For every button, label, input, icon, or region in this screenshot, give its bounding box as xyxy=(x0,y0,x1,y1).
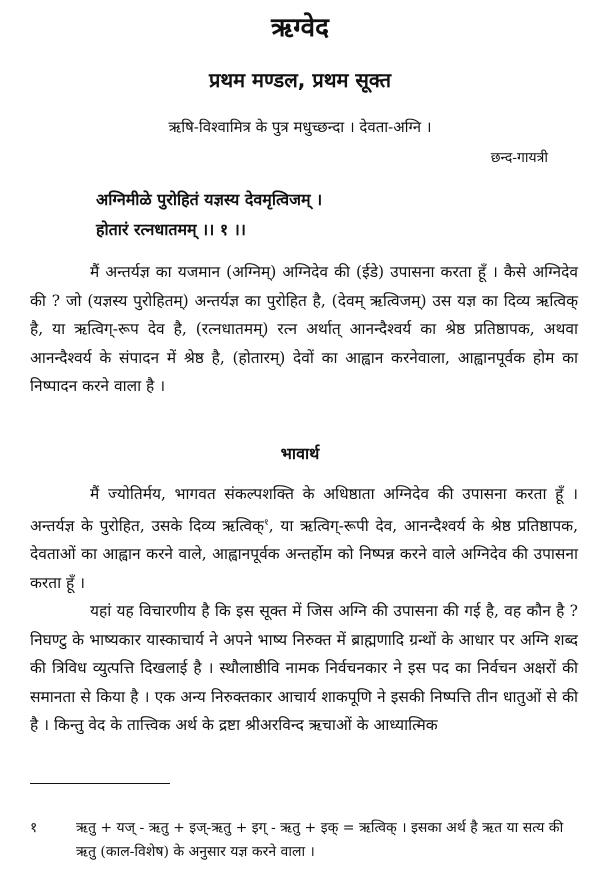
bhavarth-text-part2: , या ऋत्विग्-रूपी देव, आनन्दैश्वर्य के श्रेष्ठ प्रतिष्ठापक, देवताओं का आह्वान करने वाले, आह्वानपूर्वक अन्तर्होम को निष्पन्न करने वाले अग्निदेव की उपासना करता हूँ । xyxy=(30,516,578,592)
discussion-text: यहां यह विचारणीय है कि इस सूक्त में जिस अग्नि की उपासना की गई है, वह कौन है ? निघण्टु के भाष्यकार यास्काचार्य ने अपने भाष्य निरुक्त में ब्राह्मणादि ग्रन्थों के आधार पर अग्नि शब्द की त्रिविध व्युत्पत्ति दिखलाई है । स्थौलाष्ठीवि नामक निर्वचनकार ने इस पद का निर्वचन अक्षरों की समानता से किया है । एक अन्य निरुक्तकार आचार्य शाकपूणि ने इसकी निष्पत्ति तीन धातुओं से की है । किन्तु वेद के तात्त्विक अर्थ के द्रष्टा श्रीअरविन्द ऋचाओं के आध्यात्मिक xyxy=(30,602,578,734)
book-title: ऋग्वेद xyxy=(271,13,329,43)
bhavarth-heading: भावार्थ xyxy=(280,444,320,463)
footnote-divider xyxy=(30,783,170,784)
footnote-text: ऋतु + यज् - ऋतु + इज्-ऋतु + इग् - ऋतु + इक् = ऋत्विक् । इसका अर्थ है ऋत या सत्य की ऋतु (काल-विशेष) के अनुसार यज्ञ करने वाला । xyxy=(76,820,564,860)
footnote-number: १ xyxy=(30,820,38,836)
mandala-sukta-heading: प्रथम मण्डल, प्रथम सूक्त xyxy=(208,68,392,92)
meaning-text: मैं अन्तर्यज्ञ का यजमान (अग्निम्) अग्निदेव की (ईडे) उपासना करता हूँ । कैसे अग्निदेव की ? जो (यज्ञस्य पुरोहितम्) अन्तर्यज्ञ का पुरोहित है, (देवम् ऋत्विजम्) उस यज्ञ का दिव्य ऋत्विक् है, या ऋत्विग्-रूप देव है, (रत्नधातमम्) रत्न अर्थात् आनन्दैश्वर्य का श्रेष्ठ प्रतिष्ठापक, अथवा आनन्दैश्वर्य के संपादन में श्रेष्ठ है, (होतारम्) देवों का आह्वान करनेवाला, आह्वानपूर्वक होम का निष्पादन करने वाला है । xyxy=(30,263,578,395)
mantra-line-2: होतारं रत्नधातमम् ।। १ ।। xyxy=(96,220,246,239)
bhavarth-text-part1: मैं ज्योतिर्मय, भागवत संकल्पशक्ति के अधिष्ठाता अग्निदेव की उपासना करता हूँ । अन्तर्यज्ञ के पुरोहित, उसके दिव्य ऋत्विक् xyxy=(30,485,578,535)
chhand-label: छन्द-गायत्री xyxy=(490,150,548,166)
meaning-paragraph xyxy=(30,258,578,401)
footnote-marker: १ xyxy=(264,517,269,528)
footnote xyxy=(30,816,578,864)
discussion-paragraph xyxy=(30,597,578,740)
bhavarth-paragraph xyxy=(30,480,578,597)
rishi-devata-line: ऋषि-विश्वामित्र के पुत्र मधुच्छन्दा । देवता-अग्नि । xyxy=(168,118,432,136)
mantra-line-1: अग्निमीळे पुरोहितं यज्ञस्य देवमृत्विजम् । xyxy=(96,190,323,209)
